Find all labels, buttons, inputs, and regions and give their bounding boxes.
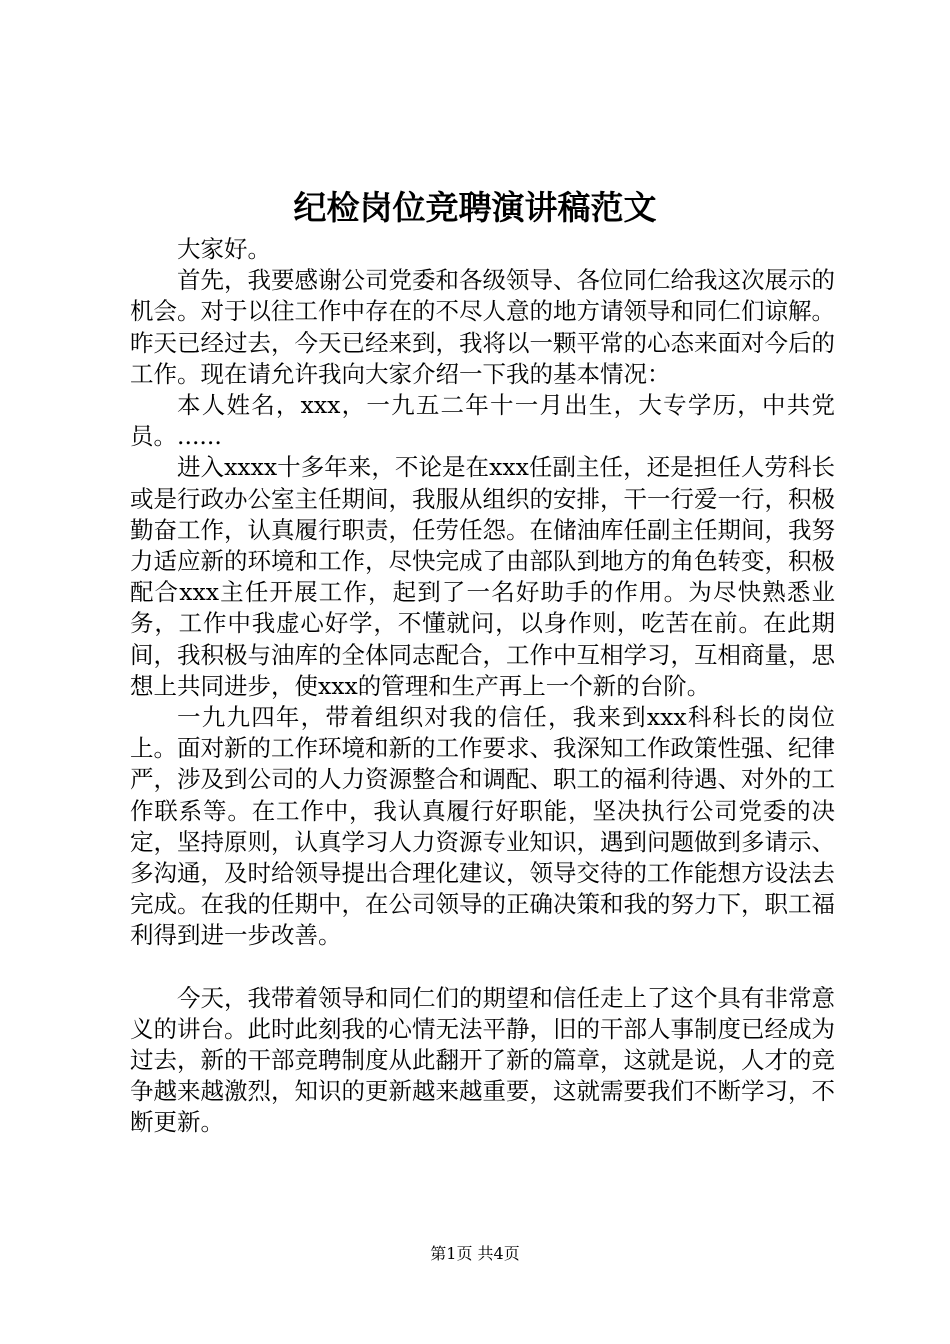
paragraph-thanks: 首先，我要感谢公司党委和各级领导、各位同仁给我这次展示的机会。对于以往工作中存在的不尽人意的地方请领导和同仁们谅解。昨天已经过去，今天已经来到，我将以一颗平常的心态来面对今后的工作。现在请允许我向大家介绍一下我的基本情况： xyxy=(130,266,835,388)
document-title: 纪检岗位竞聘演讲稿范文 xyxy=(293,188,657,227)
document-body xyxy=(130,234,835,1139)
paragraph-greeting: 大家好。 xyxy=(177,235,271,263)
page-number-footer: 第1页 共4页 xyxy=(430,1244,520,1263)
paragraph-section-chief: 一九九四年，带着组织对我的信任，我来到xxx科科长的岗位上。面对新的工作环境和新的工作要求、我深知工作政策性强、纪律严，涉及到公司的人力资源整合和调配、职工的福利待遇、对外的工作联系等。在工作中，我认真履行好职能，坚决执行公司党委的决定，坚持原则，认真学习人力资源专业知识，遇到问题做到多请示、多沟通，及时给领导提出合理化建议，领导交待的工作能想方设法去完成。在我的任期中，在公司领导的正确决策和我的努力下，职工福利得到进一步改善。 xyxy=(130,703,835,950)
paragraph-basic-info: 本人姓名，xxx，一九五二年十一月出生，大专学历，中共党员。...... xyxy=(130,391,835,451)
paragraph-experience: 进入xxxx十多年来，不论是在xxx任副主任，还是担任人劳科长或是行政办公室主任期间，我服从组织的安排，干一行爱一行，积极勤奋工作，认真履行职责，任劳任怨。在储油库任副主任期间，我努力适应新的环境和工作，尽快完成了由部队到地方的角色转变，积极配合xxx主任开展工作，起到了一名好助手的作用。为尽快熟悉业务，工作中我虚心好学，不懂就问，以身作则，吃苦在前。在此期间，我积极与油库的全体同志配合，工作中互相学习，互相商量，思想上共同进步，使xxx的管理和生产再上一个新的台阶。 xyxy=(130,453,835,700)
paragraph-today: 今天，我带着领导和同仁们的期望和信任走上了这个具有非常意义的讲台。此时此刻我的心情无法平静，旧的干部人事制度已经成为过去，新的干部竞聘制度从此翻开了新的篇章，这就是说，人才的竞争越来越激烈，知识的更新越来越重要，这就需要我们不断学习，不断更新。 xyxy=(130,983,835,1137)
paragraph-spacer xyxy=(130,952,835,983)
